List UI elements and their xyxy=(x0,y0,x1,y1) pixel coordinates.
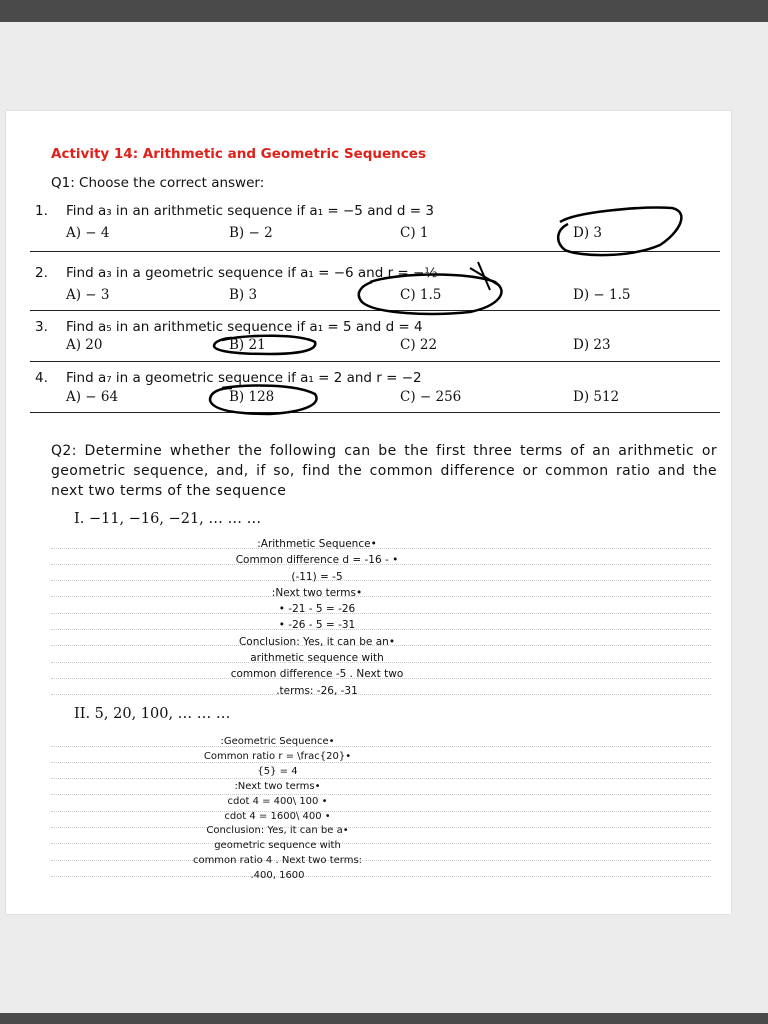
option-c[interactable]: C) 1 xyxy=(400,225,429,241)
option-d[interactable]: D) 512 xyxy=(573,389,620,405)
option-b[interactable]: B) − 2 xyxy=(229,225,273,241)
answer-line: Common difference d = -16 - • xyxy=(235,554,399,567)
bottom-toolbar xyxy=(0,1013,768,1024)
answer-line: Conclusion: Yes, it can be a• xyxy=(206,825,349,837)
answer-line: geometric sequence with xyxy=(214,840,341,852)
divider xyxy=(30,412,720,413)
answer-line: common ratio 4 . Next two terms: xyxy=(192,855,363,867)
answer-line: {5} = 4 xyxy=(257,765,298,777)
answer-line: cdot 4 = 400\ 100 • xyxy=(227,795,328,807)
q2-prompt: Q2: Determine whether the following can be the first three terms of an arithmetic or geometric sequence, and, if so, find the common difference or common ratio and the next two terms of the sequence xyxy=(51,443,717,499)
answer-line: :Geometric Sequence• xyxy=(220,736,335,747)
divider xyxy=(30,361,720,362)
option-a[interactable]: A) − 4 xyxy=(66,225,110,241)
answer-line: :Arithmetic Sequence• xyxy=(257,538,377,550)
sequence-1-label: I. −11, −16, −21, … … … xyxy=(74,511,262,527)
answer-line: arithmetic sequence with xyxy=(250,652,384,665)
answer-line: :Next two terms• xyxy=(271,586,363,599)
question-text: Find a₇ in a geometric sequence if a₁ = 2 and r = −2 xyxy=(66,370,422,386)
option-d[interactable]: D) − 1.5 xyxy=(573,287,631,303)
answer-line: • -26 - 5 = -31 xyxy=(278,619,356,632)
question-number: 1. xyxy=(35,203,48,219)
answer-2 xyxy=(185,735,370,884)
answer-line: common difference -5 . Next two xyxy=(230,668,404,681)
answer-line: :Next two terms• xyxy=(234,780,321,792)
divider xyxy=(30,310,720,311)
option-a[interactable]: A) − 64 xyxy=(66,389,119,405)
option-c[interactable]: C) 22 xyxy=(400,337,438,353)
option-d[interactable]: D) 3 xyxy=(573,225,602,241)
q1-heading: Q1: Choose the correct answer: xyxy=(51,175,265,191)
option-b[interactable]: B) 21 xyxy=(229,337,266,353)
answer-line: .terms: -26, -31 xyxy=(276,684,358,697)
option-b[interactable]: B) 3 xyxy=(229,287,258,303)
option-a[interactable]: A) 20 xyxy=(66,337,103,353)
answer-line: cdot 4 = 1600\ 400 • xyxy=(224,810,331,822)
option-c[interactable]: C) 1.5 xyxy=(400,287,442,303)
option-c[interactable]: C) − 256 xyxy=(400,389,462,405)
answer-line: Conclusion: Yes, it can be an• xyxy=(238,635,396,648)
question-number: 3. xyxy=(35,319,48,335)
option-d[interactable]: D) 23 xyxy=(573,337,611,353)
question-number: 2. xyxy=(35,265,48,281)
answer-line: Common ratio r = \frac{20}• xyxy=(203,750,352,762)
option-b[interactable]: B) 128 xyxy=(229,389,275,405)
answer-line: .400, 1600 xyxy=(250,870,305,882)
answer-line: (-11) = -5 xyxy=(291,570,343,583)
option-a[interactable]: A) − 3 xyxy=(66,287,110,303)
top-toolbar xyxy=(0,0,768,22)
answer-line: • -21 - 5 = -26 xyxy=(278,603,356,616)
answer-1 xyxy=(222,536,412,699)
question-text: Find a₅ in an arithmetic sequence if a₁ = 5 and d = 4 xyxy=(66,319,423,335)
divider xyxy=(30,251,720,252)
question-text: Find a₃ in a geometric sequence if a₁ = −6 and r = −½ xyxy=(66,265,438,281)
activity-title: Activity 14: Arithmetic and Geometric Sequences xyxy=(51,146,426,162)
sequence-2-label: II. 5, 20, 100, … … … xyxy=(74,706,231,722)
question-text: Find a₃ in an arithmetic sequence if a₁ = −5 and d = 3 xyxy=(66,203,434,219)
question-number: 4. xyxy=(35,370,48,386)
